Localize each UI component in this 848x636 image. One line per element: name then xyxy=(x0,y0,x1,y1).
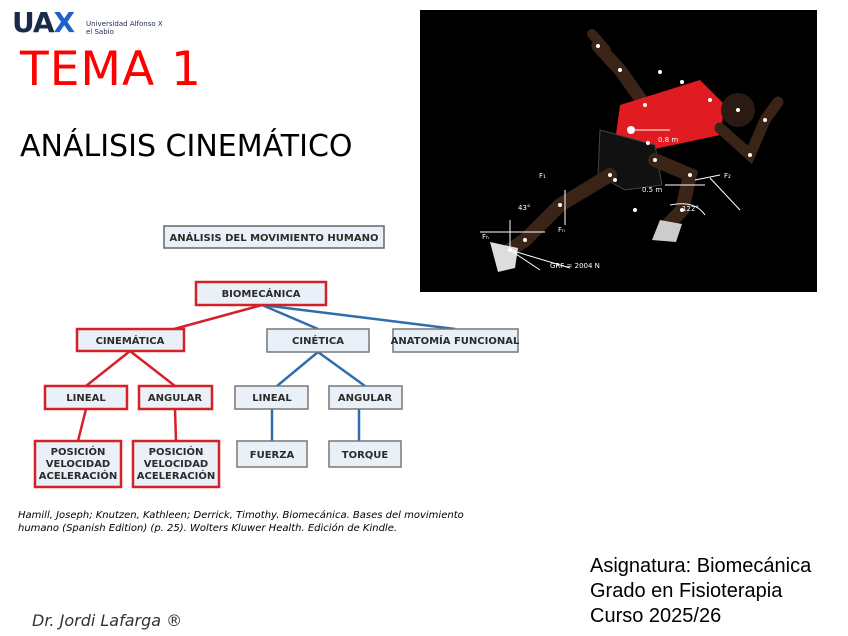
node-anatomia-funcional: ANATOMÍA FUNCIONAL xyxy=(390,336,520,347)
kinematics-connectors xyxy=(78,305,262,441)
leaf-fuerza: FUERZA xyxy=(249,450,295,461)
leaf-cin-angular-2: VELOCIDAD xyxy=(143,459,209,470)
node-cin-lineal: LINEAL xyxy=(66,393,106,404)
photo-label-f2: F₂ xyxy=(724,172,731,180)
leaf-cin-lineal-2: VELOCIDAD xyxy=(45,459,111,470)
logo-text-ua: UA xyxy=(12,6,54,39)
slide-subtitle: ANÁLISIS CINEMÁTICO xyxy=(20,129,353,164)
photo-label-fn: Fₙ xyxy=(558,226,565,234)
photo-dim-1: 0.8 m xyxy=(658,136,679,144)
photo-dim-2: 0.5 m xyxy=(642,186,663,194)
photo-grf-label: GRF = 2004 N xyxy=(550,262,600,270)
diagram-header: ANÁLISIS DEL MOVIMIENTO HUMANO xyxy=(169,233,379,244)
logo-subtext: Universidad Alfonso X el Sabio xyxy=(86,20,163,36)
node-kint-angular: ANGULAR xyxy=(337,393,393,404)
node-cinematica: CINEMÁTICA xyxy=(95,336,165,347)
author: Dr. Jordi Lafarga ® xyxy=(32,611,183,630)
leaf-cin-angular-1: POSICIÓN xyxy=(148,447,204,458)
slide-title: TEMA 1 xyxy=(20,42,202,97)
logo-text-x: X xyxy=(53,6,75,39)
course-info xyxy=(590,554,811,629)
photo-angle-1: 43° xyxy=(518,204,531,212)
course-line-year: Curso 2025/26 xyxy=(590,605,722,627)
node-cin-angular: ANGULAR xyxy=(147,393,203,404)
leaf-cin-lineal-1: POSICIÓN xyxy=(50,447,106,458)
photo-angle-2: 122° xyxy=(682,205,699,213)
photo-label-fh: Fₕ xyxy=(482,233,489,241)
leaf-cin-angular-3: ACELERACIÓN xyxy=(136,471,216,482)
photo-label-f1: F₁ xyxy=(539,172,546,180)
leaf-cin-lineal-3: ACELERACIÓN xyxy=(38,471,118,482)
kinetics-connectors xyxy=(262,305,455,441)
node-cinetica: CINÉTICA xyxy=(292,336,344,347)
node-biomecanica: BIOMECÁNICA xyxy=(221,289,301,300)
citation: Hamill, Joseph; Knutzen, Kathleen; Derrick, Timothy. Biomecánica. Bases del movimiento humano (Spanish Edition) (p. 25). Wolters Kluwer Health. Edición de Kindle. xyxy=(18,510,464,534)
course-line-subject: Asignatura: Biomecánica xyxy=(590,555,812,577)
node-kint-lineal: LINEAL xyxy=(252,393,292,404)
course-line-degree: Grado en Fisioterapia xyxy=(590,580,783,602)
leaf-torque: TORQUE xyxy=(341,450,389,461)
